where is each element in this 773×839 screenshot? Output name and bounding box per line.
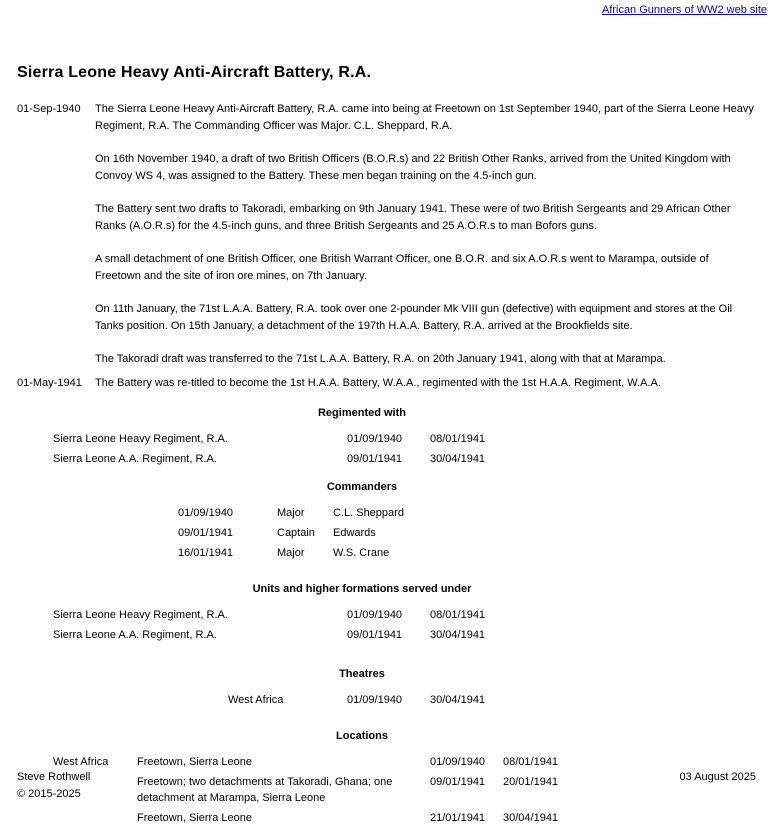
unit-name: Sierra Leone A.A. Regiment, R.A. [53, 453, 217, 465]
entry-paragraph: The Battery sent two drafts to Takoradi, embarking on 9th January 1941. These were of two British Sergeants and 29 African Other Ranks (A.O.R.s) for the 4.5-inch guns, and three British Sergeants and 25 A.O.R.s to man Bofors guns. [95, 203, 731, 232]
section-theatres [17, 667, 707, 708]
date-from: 01/09/1940 [430, 756, 486, 768]
commander-rank: Major [277, 507, 305, 519]
date-to: 08/01/1941 [430, 609, 486, 621]
page-title: Sierra Leone Heavy Anti-Aircraft Battery, R.A. [17, 64, 372, 81]
section-title: Theatres [339, 668, 385, 680]
entry-paragraph: The Battery was re-titled to become the 1st H.A.A. Battery, W.A.A., regimented with the 1st H.A.A. Regiment, W.A.A. [95, 377, 661, 389]
commander-rank: Captain [277, 527, 315, 539]
date-to: 30/04/1941 [430, 694, 486, 706]
unit-name: Sierra Leone Heavy Regiment, R.A. [53, 609, 228, 621]
location-place: Freetown; two detachments at Takoradi, Ghana; one detachment at Marampa, Sierra Leone [137, 776, 393, 804]
footer-left [17, 769, 90, 803]
entry-paragraph: The Sierra Leone Heavy Anti-Aircraft Battery, R.A. came into being at Freetown on 1st September 1940, part of the Sierra Leone Heavy Regiment, R.A. The Commanding Officer was Major. C.L. Sheppard, R.A. [95, 103, 754, 132]
page-footer [17, 769, 756, 803]
commander-name: Edwards [333, 527, 376, 539]
theatres-table [228, 692, 707, 708]
commander-date: 01/09/1940 [178, 507, 234, 519]
entry-body [95, 101, 755, 368]
location-theatre [53, 810, 137, 826]
units-served-under-table [53, 607, 707, 643]
date-from: 01/09/1940 [347, 609, 403, 621]
entry-paragraph: A small detachment of one British Officer, one British Warrant Officer, one B.O.R. and six A.O.R.s went to Marampa, outside of Freetown and the site of iron ore mines, on 7th January. [95, 253, 709, 282]
date-to: 30/04/1941 [430, 453, 486, 465]
section-title: Units and higher formations served under [252, 583, 472, 595]
location-theatre: West Africa [53, 756, 109, 768]
unit-name: Sierra Leone Heavy Regiment, R.A. [53, 433, 228, 445]
commanders-table [178, 505, 707, 561]
section-title: Regimented with [317, 407, 406, 419]
section-title: Locations [336, 730, 388, 742]
section-regimented-with [17, 406, 707, 467]
date-from: 09/01/1941 [430, 776, 486, 788]
date-from: 09/01/1941 [347, 629, 403, 641]
commander-date: 16/01/1941 [178, 547, 234, 559]
top-link-row [0, 0, 773, 19]
entry-paragraph: On 11th January, the 71st L.A.A. Battery, R.A. took over one 2-pounder Mk VIII gun (defective) with equipment and stores at the Oil Tanks position. On 15th January, a detachment of the 197th H.A.A. Battery, R.A. arrived at the Brookfields site. [95, 303, 733, 332]
footer-date: 03 August 2025 [679, 771, 756, 783]
entry-date: 01-Sep-1940 [17, 103, 81, 115]
date-to: 20/01/1941 [503, 776, 559, 788]
date-from: 01/09/1940 [347, 433, 403, 445]
date-to: 08/01/1941 [503, 756, 559, 768]
location-place: Freetown, Sierra Leone [137, 812, 252, 824]
commander-date: 09/01/1941 [178, 527, 234, 539]
date-to: 08/01/1941 [430, 433, 486, 445]
date-to: 30/04/1941 [503, 812, 559, 824]
regimented-with-table [53, 431, 707, 467]
date-from: 21/01/1941 [430, 812, 486, 824]
section-units-served-under [17, 582, 707, 643]
date-to: 30/04/1941 [430, 629, 486, 641]
theatre-name: West Africa [228, 694, 284, 706]
sections [17, 406, 707, 826]
date-from: 01/09/1940 [347, 694, 403, 706]
commander-rank: Major [277, 547, 305, 559]
entry-date: 01-May-1941 [17, 377, 82, 389]
timeline-entry [17, 101, 755, 368]
commander-name: W.S. Crane [333, 547, 390, 559]
timeline [0, 101, 773, 392]
entry-paragraph: On 16th November 1940, a draft of two British Officers (B.O.R.s) and 22 British Other Ranks, arrived from the United Kingdom with Convoy WS 4, was assigned to the Battery. These men began training on the 4.5-inch gun. [95, 153, 731, 182]
date-from: 09/01/1941 [347, 453, 403, 465]
section-title: Commanders [326, 481, 398, 493]
commander-name: C.L. Sheppard [333, 507, 404, 519]
entry-body [95, 375, 755, 392]
location-place: Freetown, Sierra Leone [137, 756, 252, 768]
unit-name: Sierra Leone A.A. Regiment, R.A. [53, 629, 217, 641]
entry-paragraph: The Takoradi draft was transferred to the 71st L.A.A. Battery, R.A. on 20th January 1941, along with that at Marampa. [95, 353, 666, 365]
section-commanders [17, 480, 707, 561]
site-link[interactable]: African Gunners of WW2 web site [601, 4, 767, 16]
footer-author: Steve Rothwell [17, 771, 91, 783]
timeline-entry [17, 375, 755, 392]
footer-copyright: © 2015-2025 [17, 788, 81, 800]
